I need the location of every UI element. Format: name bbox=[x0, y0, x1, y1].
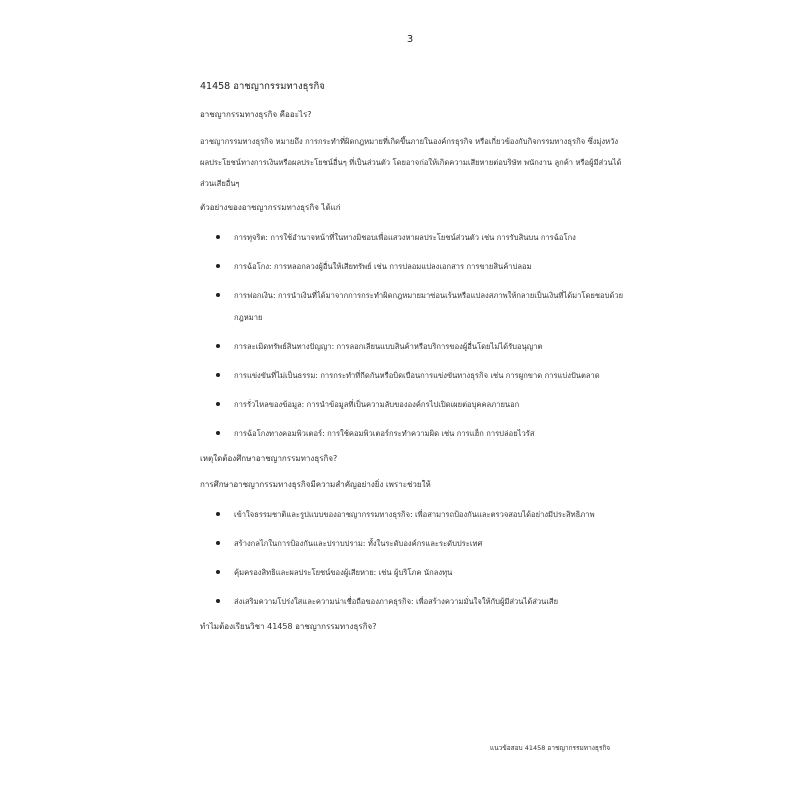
bullet-icon bbox=[216, 293, 220, 297]
list-item-text: การฉ้อโกง: การหลอกลวงผู้อื่นให้เสียทรัพย์ เช่น การปลอมแปลงเอกสาร การขายสินค้าปลอม bbox=[234, 262, 532, 271]
bullet-icon bbox=[216, 402, 220, 406]
list-item-text: สร้างกลไกในการป้องกันและปราบปราม: ทั้งในระดับองค์กรและระดับประเทศ bbox=[234, 539, 483, 548]
bullet-icon bbox=[216, 264, 220, 268]
bullet-icon bbox=[216, 431, 220, 435]
page-content bbox=[200, 80, 625, 646]
list-item bbox=[200, 285, 625, 329]
bullet-icon bbox=[216, 373, 220, 377]
list-item-text: คุ้มครองสิทธิและผลประโยชน์ของผู้เสียหาย: เช่น ผู้บริโภค นักลงทุน bbox=[234, 568, 453, 577]
document-title: 41458 อาชญากรรมทางธุรกิจ bbox=[200, 81, 325, 92]
bullet-icon bbox=[216, 344, 220, 348]
why-study-intro: การศึกษาอาชญากรรมทางธุรกิจมีความสำคัญอย่างยิ่ง เพราะช่วยให้ bbox=[200, 480, 431, 489]
list-item bbox=[200, 504, 625, 526]
list-item bbox=[200, 562, 625, 584]
list-item-text: การฉ้อโกงทางคอมพิวเตอร์: การใช้คอมพิวเตอร์กระทำความผิด เช่น การแฮ็ก การปล่อยไวรัส bbox=[234, 429, 535, 438]
list-item-text: การละเมิดทรัพย์สินทางปัญญา: การลอกเลียนแบบสินค้าหรือบริการของผู้อื่นโดยไม่ได้รับอนุญาต bbox=[234, 342, 543, 351]
bullet-icon bbox=[216, 599, 220, 603]
list-item bbox=[200, 256, 625, 278]
bullet-icon bbox=[216, 541, 220, 545]
list-item bbox=[200, 591, 625, 613]
page-footer: แนวข้อสอบ 41458 อาชญากรรมทางธุรกิจ bbox=[490, 744, 611, 752]
list-item bbox=[200, 227, 625, 249]
list-item bbox=[200, 533, 625, 555]
list-item-text: การฟอกเงิน: การนำเงินที่ได้มาจากการกระทำผิดกฎหมายมาซ่อนเร้นหรือแปลงสภาพให้กลายเป็นเงินที่ได้มาโดยชอบด้วยกฎหมาย bbox=[234, 291, 624, 322]
list-item bbox=[200, 336, 625, 358]
list-item bbox=[200, 423, 625, 445]
section-heading-why-study: เหตุใดต้องศึกษาอาชญากรรมทางธุรกิจ? bbox=[200, 454, 338, 463]
list-item-text: ส่งเสริมความโปร่งใสและความน่าเชื่อถือของภาคธุรกิจ: เพื่อสร้างความมั่นใจให้กับผู้มีส่วนได้ส่วนเสีย bbox=[234, 597, 559, 606]
section-heading-why-course: ทำไมต้องเรียนวิชา 41458 อาชญากรรมทางธุรกิจ? bbox=[200, 622, 377, 631]
section-heading-examples: ตัวอย่างของอาชญากรรมทางธุรกิจ ได้แก่ bbox=[200, 203, 341, 212]
list-item bbox=[200, 394, 625, 416]
examples-list bbox=[200, 227, 625, 445]
bullet-icon bbox=[216, 235, 220, 239]
list-item bbox=[200, 365, 625, 387]
list-item-text: การรั่วไหลของข้อมูล: การนำข้อมูลที่เป็นความลับขององค์กรไปเปิดเผยต่อบุคคลภายนอก bbox=[234, 400, 520, 409]
bullet-icon bbox=[216, 512, 220, 516]
section-heading-what-is: อาชญากรรมทางธุรกิจ คืออะไร? bbox=[200, 110, 312, 119]
list-item-text: การทุจริต: การใช้อำนาจหน้าที่ในทางมิชอบเพื่อแสวงหาผลประโยชน์ส่วนตัว เช่น การรับสินบน การฉ้อโกง bbox=[234, 233, 576, 242]
list-item-text: การแข่งขันที่ไม่เป็นธรรม: การกระทำที่กีดกันหรือบิดเบือนการแข่งขันทางธุรกิจ เช่น การผูกขาด การแบ่งปันตลาด bbox=[234, 371, 600, 380]
list-item-text: เข้าใจธรรมชาติและรูปแบบของอาชญากรรมทางธุรกิจ: เพื่อสามารถป้องกันและตรวจสอบได้อย่างมีประสิทธิภาพ bbox=[234, 510, 595, 519]
page-number: 3 bbox=[406, 34, 414, 45]
bullet-icon bbox=[216, 570, 220, 574]
reasons-list bbox=[200, 504, 625, 613]
definition-paragraph: อาชญากรรมทางธุรกิจ หมายถึง การกระทำที่ผิดกฎหมายที่เกิดขึ้นภายในองค์กรธุรกิจ หรือเกี่ยวข้องกับกิจกรรมทางธุรกิจ ซึ่งมุ่งหวังผลประโยชน์ทางการเงินหรือผลประโยชน์อื่นๆ ที่เป็นส่วนตัว โดยอาจก่อให้เกิดความเสียหายต่อบริษัท พนักงาน ลูกค้า หรือผู้มีส่วนได้ส่วนเสียอื่นๆ bbox=[200, 137, 622, 188]
